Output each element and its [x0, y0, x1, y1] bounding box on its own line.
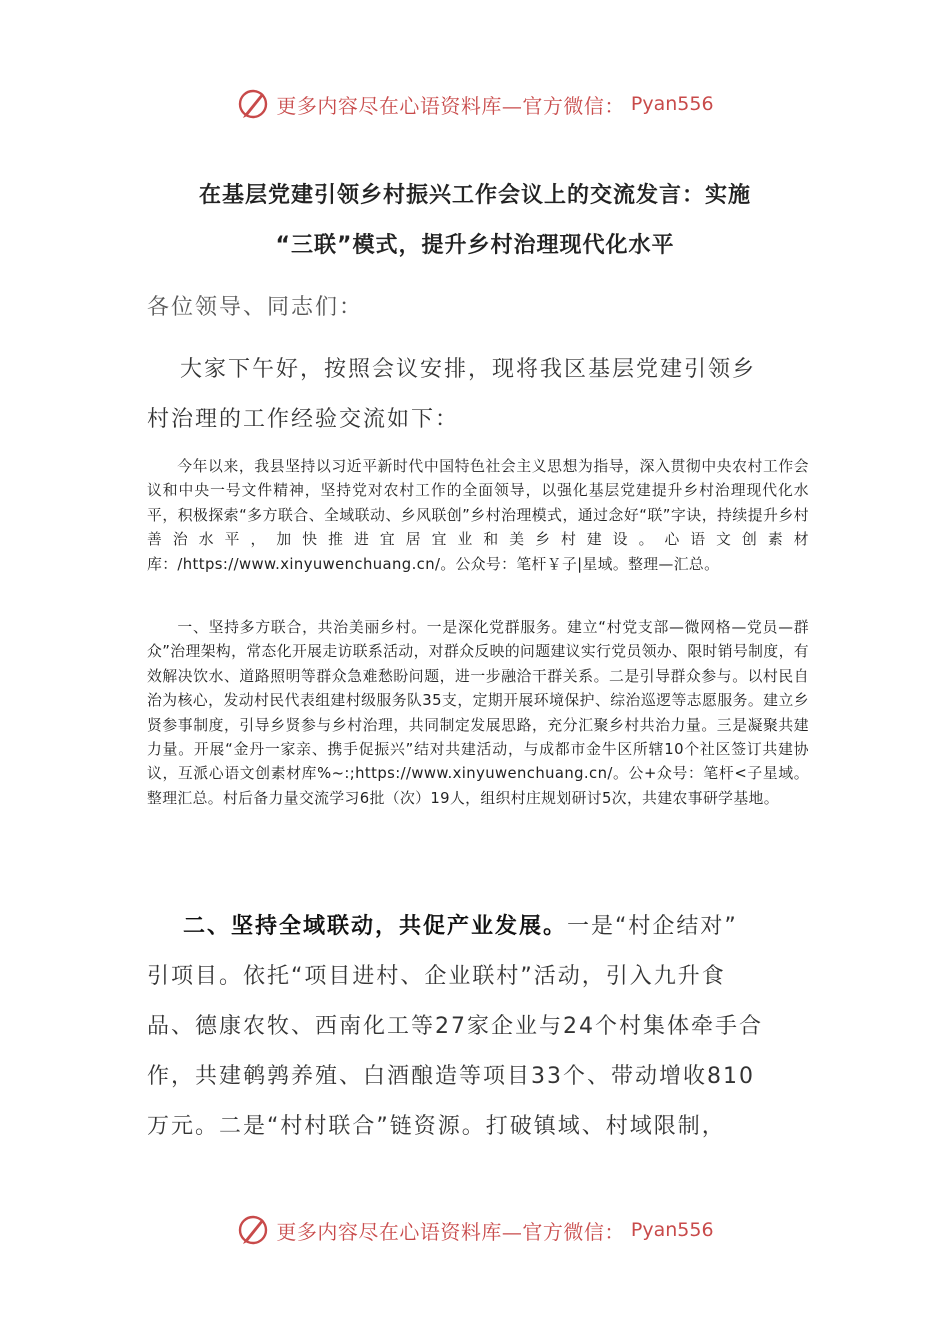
greeting: 各位领导、同志们：: [147, 295, 364, 320]
paragraph-section-1-text: 一、坚持多方联合，共治美丽乡村。一是深化党群服务。建立“村党支部—微网格—党员—群众”治理架构，常态化开展走访联系活动，对群众反映的问题建议实行党员领办、限时销号制度，有效解决饮水、道路照明等群众急难愁盼问题，进一步融洽干群关系。二是引导群众参与。以村民自治为核心，发动村民代表组建村级服务队35支，定期开展环境保护、综治巡逻等志愿服务。建立乡贤参事制度，引导乡贤参与乡村治理，共同制定发展思路，充分汇聚乡村共治力量。三是凝聚共建力量。开展“金丹一家亲、携手促振兴”结对共建活动，与成都市金牛区所辖10个社区签订共建协议，互派心语文创素材库%~:;https://www.xinyuwenchuang.cn/。公+众号：笔杆<子星域。整理汇总。村后备力量交流学习6批（次）19人，组织村庄规划研讨5次，共建农事研学基地。: [147, 619, 809, 807]
section-2-line-1: 一是“村企结对”: [567, 914, 738, 939]
document-title-line-2: “三联”模式，提升乡村治理现代化水平: [275, 233, 675, 258]
banner-wechat-id: Pyan556: [630, 93, 714, 115]
quill-pen-circle-icon: [236, 1213, 270, 1247]
paragraph-section-1: [147, 616, 809, 811]
header-banner: [0, 84, 950, 124]
intro-line-1: 大家下午好，按照会议安排，现将我区基层党建引领乡: [180, 357, 757, 382]
banner-text: 更多内容尽在心语资料库—官方微信：: [276, 93, 625, 118]
footer-banner: [0, 1210, 950, 1250]
section-2-heading: 二、坚持全域联动，共促产业发展。: [183, 914, 568, 939]
section-2-line-4: 作，共建鹌鹑养殖、白酒酿造等项目33个、带动增收810: [147, 1064, 755, 1089]
paragraph-intro: [147, 455, 809, 577]
section-2-line-3: 品、德康农牧、西南化工等27家企业与24个村集体牵手合: [147, 1014, 763, 1039]
banner-wechat-id: Pyan556: [630, 1219, 714, 1241]
section-2-line-5: 万元。二是“村村联合”链资源。打破镇域、村域限制，: [147, 1114, 726, 1139]
intro-line-2: 村治理的工作经验交流如下：: [147, 407, 460, 432]
section-2-line-2: 引项目。依托“项目进村、企业联村”活动，引入九升食: [147, 964, 726, 989]
banner-text: 更多内容尽在心语资料库—官方微信：: [276, 1219, 625, 1244]
paragraph-intro-text: 今年以来，我县坚持以习近平新时代中国特色社会主义思想为指导，深入贯彻中央农村工作会议和中央一号文件精神，坚持党对农村工作的全面领导，以强化基层党建提升乡村治理现代化水平，积极探索“多方联合、全域联动、乡风联创”乡村治理模式，通过念好“联”字诀，持续提升乡村善治水平，加快推进宜居宜业和美乡村建设。心语文创素材库：/https://www.xinyuwenchuang.cn/。公众号：笔杆￥子|星域。整理—汇总。: [147, 458, 809, 573]
quill-pen-circle-icon: [236, 87, 270, 121]
section-2: [147, 902, 809, 1152]
document-title-line-1: 在基层党建引领乡村振兴工作会议上的交流发言：实施: [198, 183, 751, 208]
